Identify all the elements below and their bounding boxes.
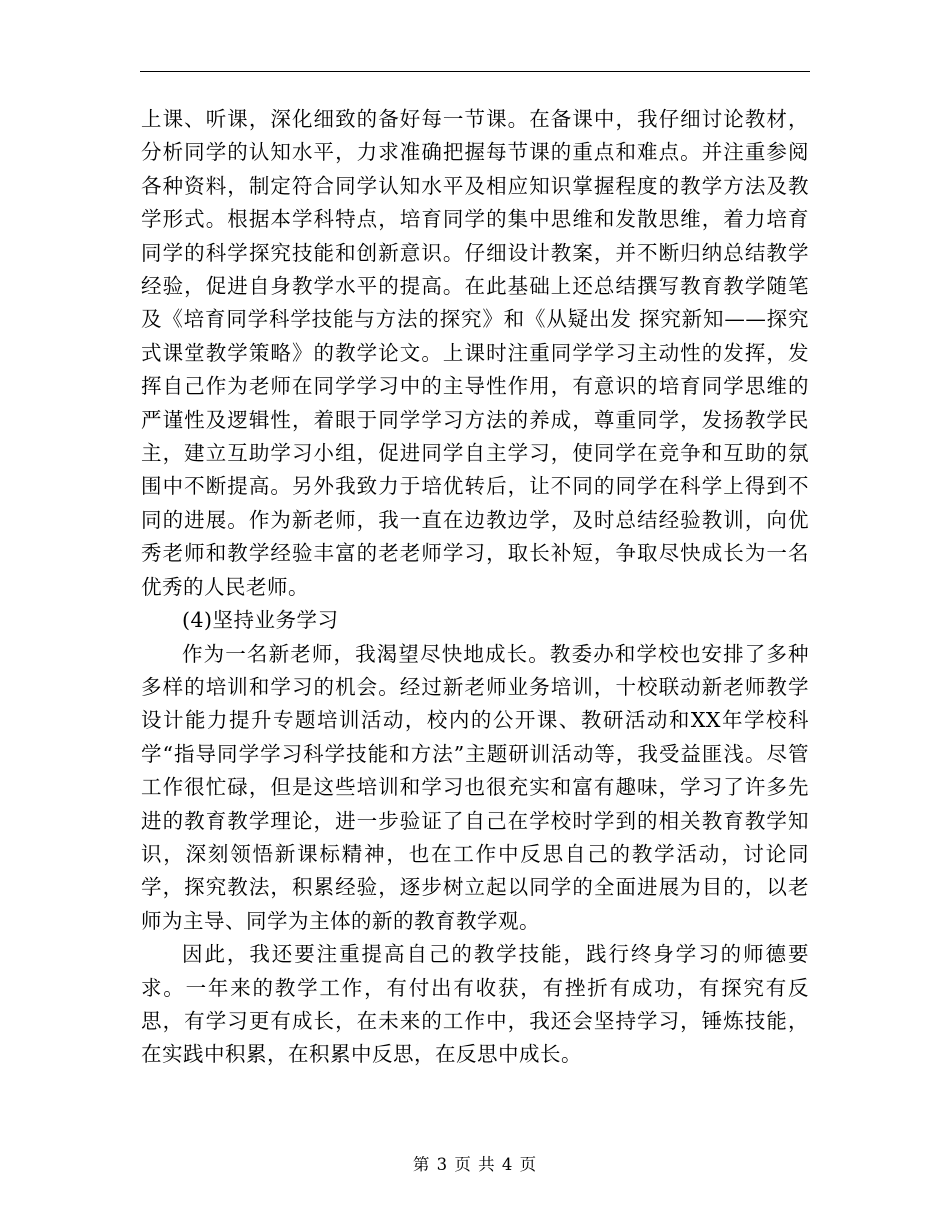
header-rule <box>140 71 810 72</box>
document-body <box>141 103 809 1072</box>
paragraph-training: 作为一名新老师，我渴望尽快地成长。教委办和学校也安排了多种多样的培训和学习的机会。经过新老师业务培训，十校联动新老师教学设计能力提升专题培训活动，校内的公开课、教研活动和XX年学校科学“指导同学学习科学技能和方法”主题研训活动等，我受益匪浅。尽管工作很忙碌，但是这些培训和学习也很充实和富有趣味，学习了许多先进的教育教学理论，进一步验证了自己在学校时学到的相关教育教学知识，深刻领悟新课标精神，也在工作中反思自己的教学活动，讨论同学，探究教法，积累经验，逐步树立起以同学的全面进展为目的，以老师为主导、同学为主体的新的教育教学观。 <box>141 641 809 933</box>
section-heading: (4)坚持业务学习 <box>182 608 339 633</box>
paragraph-continuation: 上课、听课，深化细致的备好每一节课。在备课中，我仔细讨论教材，分析同学的认知水平，力求准确把握每节课的重点和难点。并注重参阅各种资料，制定符合同学认知水平及相应知识掌握程度的教学方法及教学形式。根据本学科特点，培育同学的集中思维和发散思维，着力培育同学的科学探究技能和创新意识。仔细设计教案，并不断归纳总结教学经验，促进自身教学水平的提高。在此基础上还总结撰写教育教学随笔及《培育同学科学技能与方法的探究》和《从疑出发 探究新知——探究式课堂教学策略》的教学论文。上课时注重同学学习主动性的发挥，发挥自己作为老师在同学学习中的主导性作用，有意识的培育同学思维的严谨性及逻辑性，着眼于同学学习方法的养成，尊重同学，发扬教学民主，建立互助学习小组，促进同学自主学习，使同学在竞争和互助的氛围中不断提高。另外我致力于培优转后，让不同的同学在科学上得到不同的进展。作为新老师，我一直在边教边学，及时总结经验教训，向优秀老师和教学经验丰富的老老师学习，取长补短，争取尽快成长为一名优秀的人民老师。 <box>141 107 809 599</box>
paragraph-conclusion: 因此，我还要注重提高自己的教学技能，践行终身学习的师德要求。一年来的教学工作，有付出有收获，有挫折有成功，有探究有反思，有学习更有成长，在未来的工作中，我还会坚持学习，锤炼技能，在实践中积累，在积累中反思，在反思中成长。 <box>141 942 809 1067</box>
page-number: 第 3 页 共 4 页 <box>412 1155 538 1174</box>
